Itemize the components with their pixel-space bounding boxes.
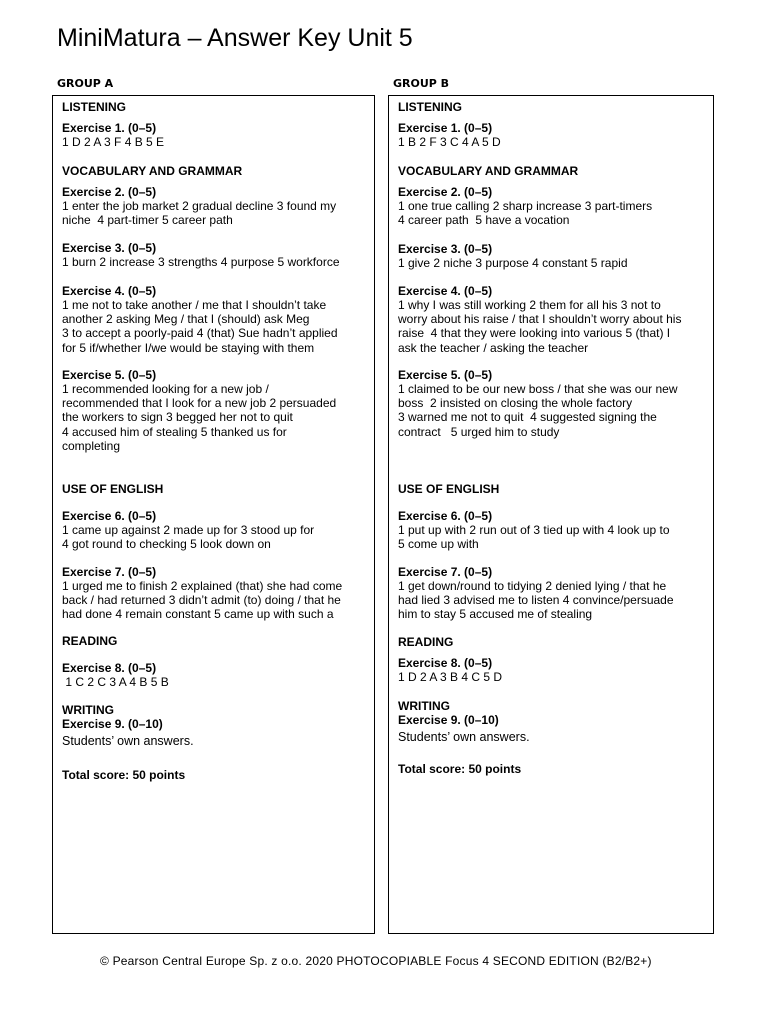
section-heading: READING (398, 635, 454, 649)
writing-section (62, 703, 365, 749)
exercise-answers: 1 recommended looking for a new job / recommended that I look for a new job 2 persuaded the workers to sign 3 begged her not to quit 4 accused him of stealing 5 thanked us for completing (62, 382, 337, 453)
exercise-6 (62, 509, 365, 551)
exercise-title: Exercise 1. (0–5) (398, 121, 493, 135)
writing-section (398, 699, 704, 745)
exercise-answers: 1 why I was still working 2 them for all his 3 not to worry about his raise / that I shouldn’t worry about his raise 4 that they were looking into various 5 (that) I ask the teacher / asking the teacher (398, 298, 682, 355)
exercise-5 (62, 368, 365, 453)
group-b-answer-box (388, 95, 714, 934)
section-heading: LISTENING (62, 100, 127, 114)
exercise-3 (62, 241, 365, 269)
exercise-title: Exercise 9. (0–10) (398, 713, 499, 727)
group-a-answer-box (52, 95, 375, 934)
exercise-title: Exercise 2. (0–5) (398, 185, 493, 199)
section-heading: VOCABULARY AND GRAMMAR (62, 164, 243, 178)
exercise-3 (398, 242, 704, 270)
exercise-7 (62, 565, 365, 622)
exercise-title: Exercise 3. (0–5) (62, 241, 157, 255)
exercise-answers: 1 put up with 2 run out of 3 tied up with 4 look up to 5 come up with (398, 523, 670, 552)
section-heading: LISTENING (398, 100, 463, 114)
exercise-1 (398, 121, 704, 149)
exercise-title: Exercise 6. (0–5) (62, 509, 157, 523)
exercise-title: Exercise 5. (0–5) (62, 368, 157, 382)
copyright-footer: © Pearson Central Europe Sp. z o.o. 2020 PHOTOCOPIABLE Focus 4 SECOND EDITION (B2/B2+) (100, 954, 652, 968)
reading-section (62, 634, 365, 648)
vocabulary-section (62, 164, 365, 178)
exercise-answers: Students’ own answers. (398, 730, 530, 744)
section-heading: READING (62, 634, 118, 648)
exercise-answers: 1 me not to take another / me that I shouldn’t take another 2 asking Meg / that I (should) ask Meg 3 to accept a poorly-paid 4 (that) Sue hadn’t applied for 5 if/whether I/we would be staying with them (62, 298, 338, 355)
exercise-title: Exercise 8. (0–5) (398, 656, 493, 670)
exercise-answers: 1 enter the job market 2 gradual decline 3 found my niche 4 part-timer 5 career path (62, 199, 337, 228)
total-score (62, 768, 365, 782)
exercise-title: Exercise 8. (0–5) (62, 661, 157, 675)
exercise-1 (62, 121, 365, 149)
section-heading: WRITING (398, 699, 450, 713)
section-heading: WRITING (62, 703, 114, 717)
total-score-text: Total score: 50 points (62, 768, 186, 782)
section-heading: USE OF ENGLISH (398, 482, 500, 496)
vocabulary-section (398, 164, 704, 178)
exercise-answers: 1 burn 2 increase 3 strengths 4 purpose 5 workforce (62, 255, 340, 269)
exercise-title: Exercise 4. (0–5) (62, 284, 157, 298)
exercise-8 (398, 656, 704, 684)
exercise-4 (398, 284, 704, 355)
exercise-title: Exercise 2. (0–5) (62, 185, 157, 199)
exercise-title: Exercise 6. (0–5) (398, 509, 493, 523)
exercise-answers: 1 get down/round to tidying 2 denied lying / that he had lied 3 advised me to listen 4 convince/persuade him to stay 5 accused me of stealing (398, 579, 674, 622)
exercise-answers: 1 C 2 C 3 A 4 B 5 B (62, 675, 169, 689)
total-score (398, 762, 704, 776)
exercise-2 (62, 185, 365, 227)
section-heading: VOCABULARY AND GRAMMAR (398, 164, 579, 178)
use-of-english-section (62, 482, 365, 496)
exercise-title: Exercise 7. (0–5) (62, 565, 157, 579)
exercise-answers: 1 give 2 niche 3 purpose 4 constant 5 rapid (398, 256, 628, 270)
listening-section (62, 100, 365, 114)
exercise-title: Exercise 1. (0–5) (62, 121, 157, 135)
exercise-answers: 1 B 2 F 3 C 4 A 5 D (398, 135, 501, 149)
exercise-5 (398, 368, 704, 439)
listening-section (398, 100, 704, 114)
exercise-title: Exercise 3. (0–5) (398, 242, 493, 256)
section-heading: USE OF ENGLISH (62, 482, 164, 496)
exercise-answers: 1 urged me to finish 2 explained (that) she had come back / had returned 3 didn’t admit (to) doing / that he had done 4 remain constant 5 came up with such a (62, 579, 343, 622)
reading-section (398, 635, 704, 649)
exercise-8 (62, 661, 365, 689)
group-a-label: GROUP A (57, 77, 114, 90)
exercise-6 (398, 509, 704, 551)
exercise-title: Exercise 7. (0–5) (398, 565, 493, 579)
group-b-label: GROUP B (393, 77, 450, 90)
exercise-7 (398, 565, 704, 622)
exercise-answers: 1 D 2 A 3 F 4 B 5 E (62, 135, 165, 149)
exercise-title: Exercise 4. (0–5) (398, 284, 493, 298)
exercise-answers: 1 claimed to be our new boss / that she was our new boss 2 insisted on closing the whole factory 3 warned me not to quit 4 suggested signing the contract 5 urged him to study (398, 382, 678, 439)
exercise-2 (398, 185, 704, 227)
exercise-title: Exercise 5. (0–5) (398, 368, 493, 382)
page-title: MiniMatura – Answer Key Unit 5 (57, 24, 413, 52)
use-of-english-section (398, 482, 704, 496)
exercise-answers: Students’ own answers. (62, 734, 194, 748)
exercise-title: Exercise 9. (0–10) (62, 717, 163, 731)
exercise-4 (62, 284, 365, 355)
exercise-answers: 1 came up against 2 made up for 3 stood up for 4 got round to checking 5 look down on (62, 523, 315, 552)
exercise-answers: 1 one true calling 2 sharp increase 3 part-timers 4 career path 5 have a vocation (398, 199, 653, 228)
total-score-text: Total score: 50 points (398, 762, 522, 776)
exercise-answers: 1 D 2 A 3 B 4 C 5 D (398, 670, 503, 684)
